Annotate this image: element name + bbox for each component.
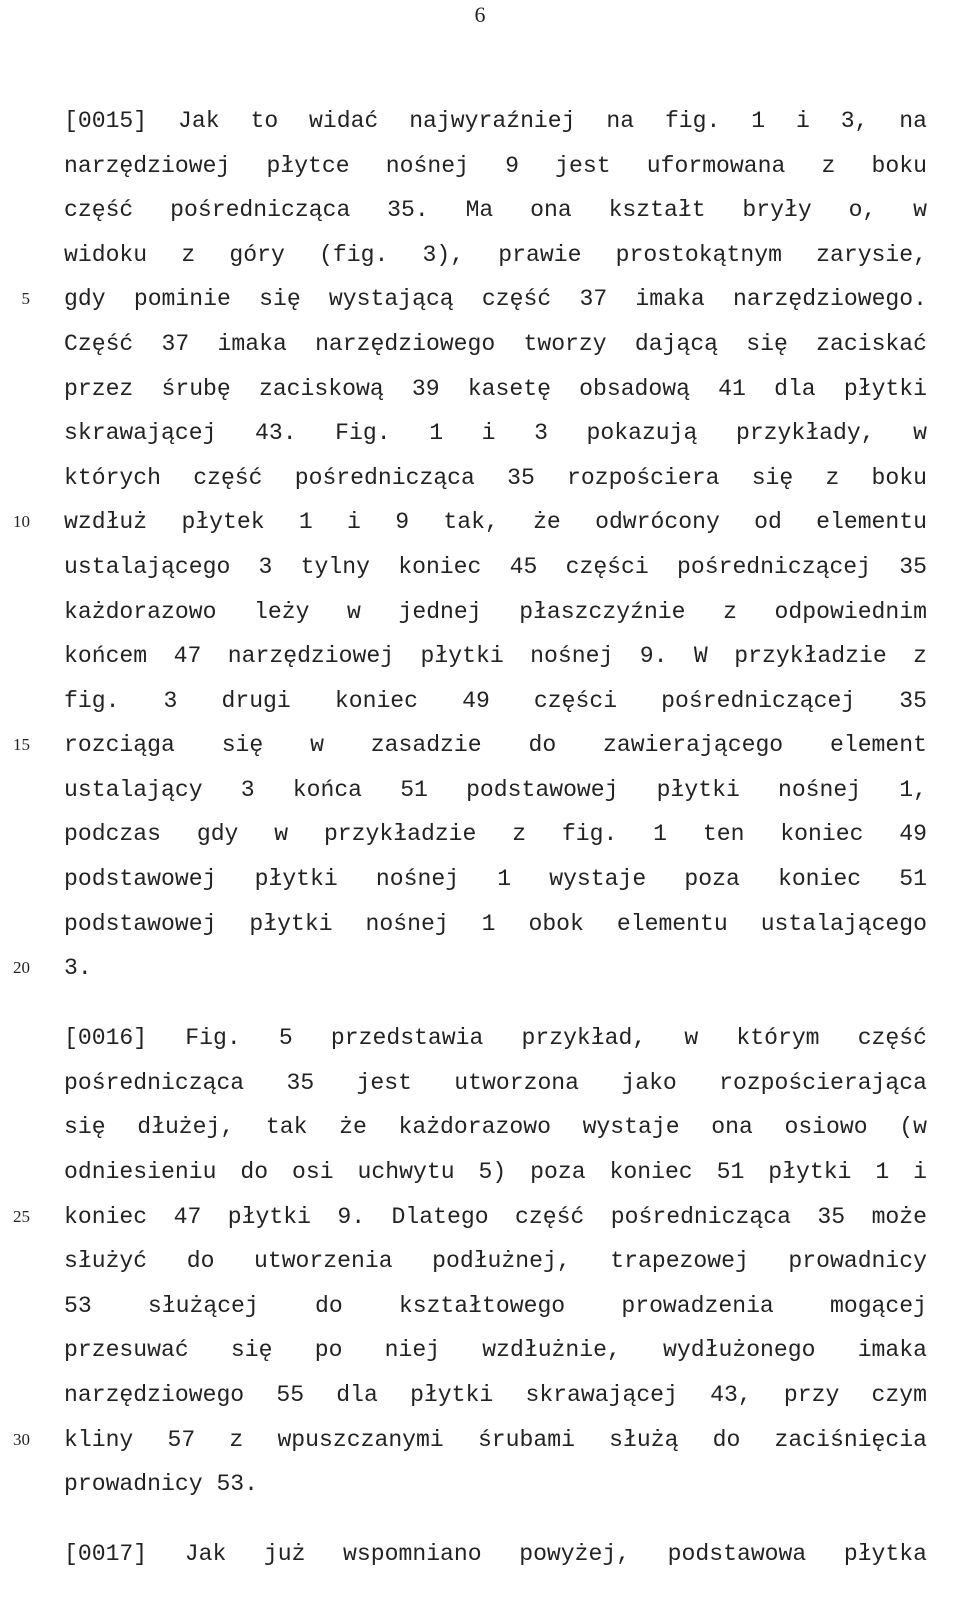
text-line: część pośrednicząca 35. Ma ona kształt bryły o, w — [64, 197, 927, 223]
text-line: wzdłuż płytek 1 i 9 tak, że odwrócony od elementu — [64, 509, 927, 535]
text-line: kliny 57 z wpuszczanymi śrubami służą do zaciśnięcia — [64, 1427, 927, 1453]
line-number: 20 — [13, 958, 30, 977]
text-line: przez śrubę zaciskową 39 kasetę obsadową 41 dla płytki — [64, 376, 927, 402]
text-line: 3. — [64, 955, 92, 981]
text-line: 53 służącej do kształtowego prowadzenia mogącej — [64, 1293, 927, 1319]
line-number: 10 — [13, 512, 30, 531]
text-line: widoku z góry (fig. 3), prawie prostokątnym zarysie, — [64, 242, 927, 268]
text-line: ustalający 3 końca 51 podstawowej płytki nośnej 1, — [64, 777, 927, 803]
text-line: Część 37 imaka narzędziowego tworzy dającą się zaciskać — [64, 331, 927, 357]
line-number: 15 — [13, 735, 30, 754]
text-line: służyć do utworzenia podłużnej, trapezowej prowadnicy — [64, 1248, 927, 1274]
text-line: odniesieniu do osi uchwytu 5) poza koniec 51 płytki 1 i — [64, 1159, 927, 1185]
text-line: [0016] Fig. 5 przedstawia przykład, w którym część — [64, 1025, 927, 1051]
text-line: [0015] Jak to widać najwyraźniej na fig. 1 i 3, na — [64, 108, 927, 134]
text-line: podstawowej płytki nośnej 1 obok elementu ustalającego — [64, 911, 927, 937]
text-line: skrawającej 43. Fig. 1 i 3 pokazują przykłady, w — [64, 420, 927, 446]
text-line: podczas gdy w przykładzie z fig. 1 ten koniec 49 — [64, 821, 927, 847]
page-number: 6 — [474, 2, 486, 27]
text-line: końcem 47 narzędziowej płytki nośnej 9. W przykładzie z — [64, 643, 927, 669]
line-number: 25 — [13, 1207, 30, 1226]
text-line: każdorazowo leży w jednej płaszczyźnie z odpowiednim — [64, 599, 927, 625]
text-line: których część pośrednicząca 35 rozpościera się z boku — [64, 465, 927, 491]
text-line: koniec 47 płytki 9. Dlatego część pośrednicząca 35 może — [64, 1204, 927, 1230]
text-line: się dłużej, tak że każdorazowo wystaje ona osiowo (w — [64, 1114, 927, 1140]
text-line: podstawowej płytki nośnej 1 wystaje poza koniec 51 — [64, 866, 927, 892]
text-line: [0017] Jak już wspomniano powyżej, podstawowa płytka — [64, 1541, 927, 1567]
text-line: gdy pominie się wystającą część 37 imaka narzędziowego. — [64, 286, 927, 312]
text-line: rozciąga się w zasadzie do zawierającego element — [64, 732, 927, 758]
text-line: fig. 3 drugi koniec 49 części pośredniczącej 35 — [64, 688, 927, 714]
text-line: narzędziowego 55 dla płytki skrawającej 43, przy czym — [64, 1382, 927, 1408]
line-number: 30 — [13, 1430, 30, 1449]
text-line: narzędziowej płytce nośnej 9 jest uformowana z boku — [64, 153, 927, 179]
text-line: prowadnicy 53. — [64, 1471, 259, 1497]
text-line: ustalającego 3 tylny koniec 45 części pośredniczącej 35 — [64, 554, 927, 580]
text-line: przesuwać się po niej wzdłużnie, wydłużonego imaka — [64, 1337, 927, 1363]
line-number: 5 — [21, 289, 30, 308]
text-line: pośrednicząca 35 jest utworzona jako rozpościerająca — [64, 1070, 927, 1096]
